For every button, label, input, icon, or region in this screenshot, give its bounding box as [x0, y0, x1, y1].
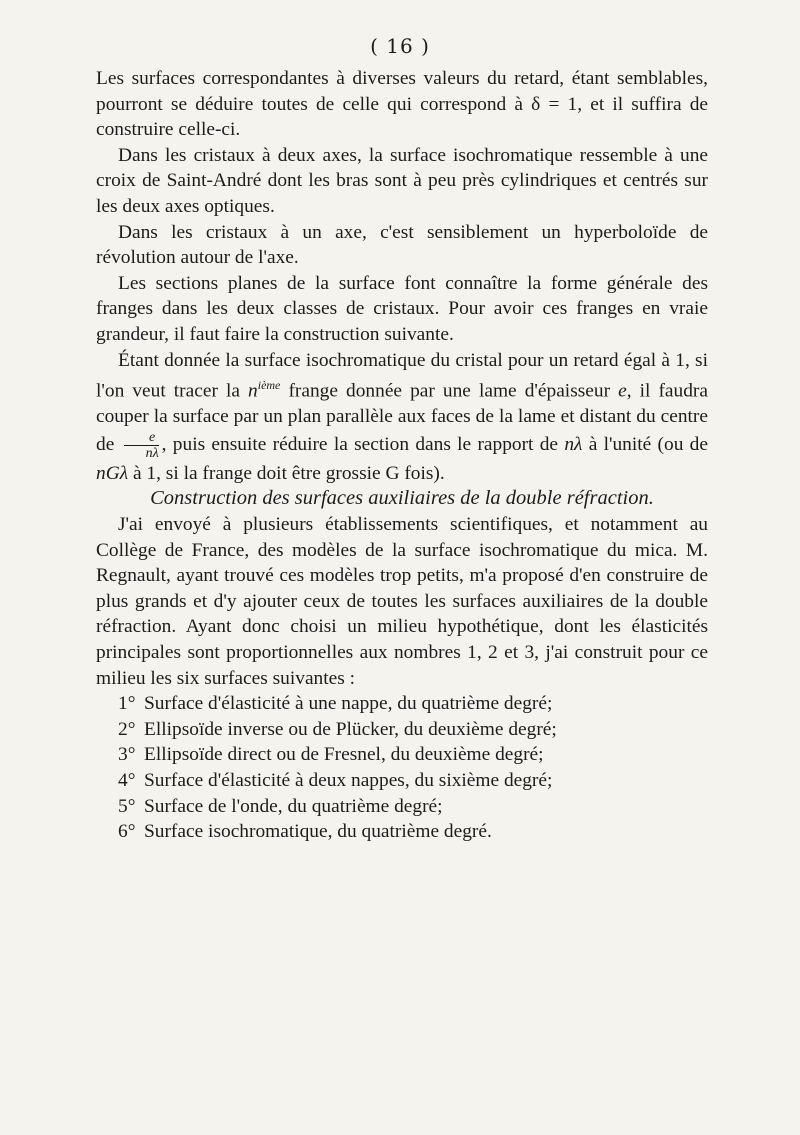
text-run: frange donnée par une lame d'épaisseur [280, 380, 619, 402]
text-run: , puis ensuite réduire la section dans le rapport de [161, 433, 565, 455]
paragraph: Dans les cristaux à un axe, c'est sensiblement un hyperboloïde de révolution autour de l'axe. [96, 221, 708, 269]
paragraph: J'ai envoyé à plusieurs établissements scientifiques, et notamment au Collège de France, des modèles de la surface isochromatique du mica. M. Regnault, ayant trouvé ces modèles trop petits, m'a proposé d'en construire de plus grands et d'y ajouter ceux de toutes les surfaces auxiliaires de la double réfraction. Ayant donc choisi un milieu hypothétique, dont les élasticités principales sont proportionnelles aux nombres 1, 2 et 3, j'ai construit pour ce milieu les six surfaces suivantes : [96, 513, 708, 689]
list-item [96, 768, 708, 794]
text-run: à l'unité (ou de [582, 433, 708, 455]
page-number: ( 16 ) [370, 34, 430, 58]
list-text: Surface d'élasticité à deux nappes, du sixième degré; [144, 769, 553, 791]
list-item [96, 742, 708, 768]
list-ordinal: 6° [118, 821, 136, 843]
section-heading: Construction des surfaces auxiliaires de la double réfraction. [150, 487, 654, 510]
paragraph: Les surfaces correspondantes à diverses valeurs du retard, étant semblables, pourront se déduire toutes de celle qui correspond à δ = 1, et il suffira de construire celle-ci. [96, 68, 708, 141]
math-n-lambda: nλ [564, 433, 583, 455]
paragraph-fringe-construction [96, 348, 708, 487]
fraction [124, 430, 159, 461]
paragraph: Dans les cristaux à deux axes, la surface isochromatique ressemble à une croix de Saint-André dont les bras sont à peu près cylindriques et centrés sur les deux axes optiques. [96, 144, 708, 217]
text-run: , il faudra couper la surface par un plan parallèle aux faces de la lame et distant du centre de [96, 380, 708, 455]
body-text [96, 66, 708, 845]
math-superscript: ième [257, 378, 281, 393]
list-text: Ellipsoïde direct ou de Fresnel, du deuxième degré; [144, 744, 544, 766]
list-item [96, 717, 708, 743]
list-text: Surface de l'onde, du quatrième degré; [144, 795, 443, 817]
surface-list [96, 691, 708, 845]
math-n-g-lambda: nGλ [96, 462, 129, 484]
list-item [96, 819, 708, 845]
list-ordinal: 4° [118, 769, 136, 791]
list-text: Surface d'élasticité à une nappe, du quatrième degré; [144, 693, 553, 715]
list-ordinal: 3° [118, 744, 136, 766]
list-item [96, 794, 708, 820]
text-run: à 1, si la frange doit être grossie G fois). [128, 462, 445, 484]
list-text: Ellipsoïde inverse ou de Plücker, du deuxième degré; [144, 718, 557, 740]
list-ordinal: 2° [118, 718, 136, 740]
fraction-numerator: e [149, 429, 156, 445]
list-text: Surface isochromatique, du quatrième degré. [144, 821, 492, 843]
math-n: n [248, 380, 258, 402]
paragraph: Les sections planes de la surface font connaître la forme générale des franges dans les deux classes de cristaux. Pour avoir ces franges en vraie grandeur, il faut faire la construction suivante. [96, 272, 708, 345]
list-ordinal: 5° [118, 795, 136, 817]
fraction-denominator: nλ [145, 445, 159, 461]
math-e: e [618, 380, 627, 402]
list-item [96, 691, 708, 717]
list-ordinal: 1° [118, 693, 136, 715]
text-run: Étant donnée la surface isochromatique du cristal pour un retard égal à 1, si l'on veut tracer la [96, 349, 708, 402]
